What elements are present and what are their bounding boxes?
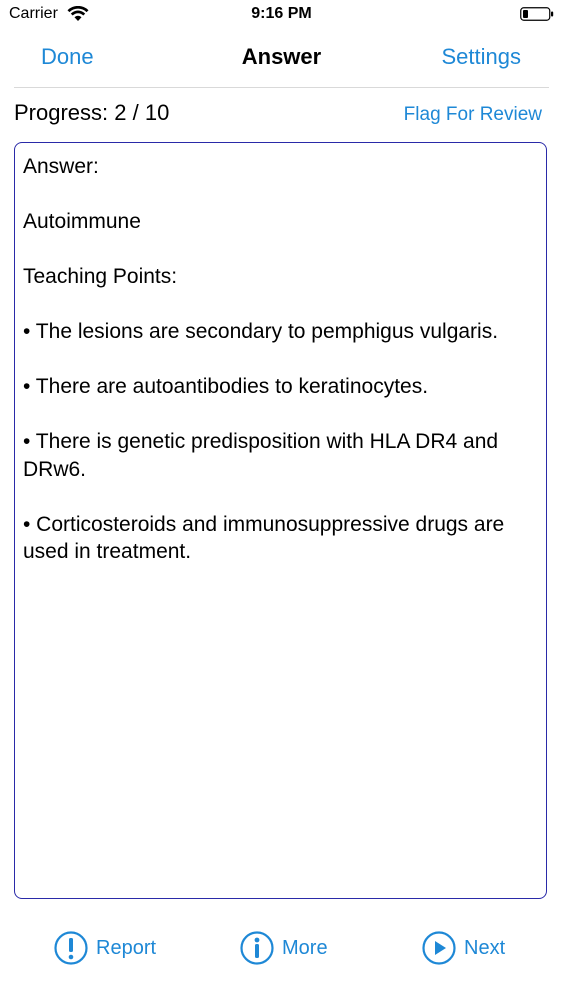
status-time: 9:16 PM [251,5,312,22]
more-button[interactable] [240,930,328,966]
page-title: Answer [241,44,322,69]
settings-button[interactable]: Settings [441,44,521,69]
next-button[interactable] [422,930,505,966]
carrier-label: Carrier [9,5,58,22]
next-label: Next [464,936,506,959]
report-button[interactable] [54,930,156,966]
status-bar [0,0,563,30]
battery-icon [520,6,554,22]
navigation-bar [0,30,563,88]
answer-text-view[interactable] [14,142,547,899]
play-circle-icon [422,931,456,965]
answer-text: Answer: Autoimmune Teaching Points: • The lesions are secondary to pemphigus vulgaris. • There are autoantibodies to keratinocytes. • There is genetic predisposition with HLA DR4 and DRw6. • Corticosteroids and immunosuppressive drugs are used in treatment. [23,155,505,563]
bottom-toolbar [0,920,563,980]
progress-label: Progress: 2 / 10 [14,100,170,125]
info-circle-icon [240,931,274,965]
exclamation-circle-icon [54,931,88,965]
done-button[interactable]: Done [41,44,94,69]
flag-for-review-button[interactable]: Flag For Review [403,104,542,125]
nav-divider [14,87,549,88]
report-label: Report [96,936,157,959]
more-label: More [282,936,328,959]
